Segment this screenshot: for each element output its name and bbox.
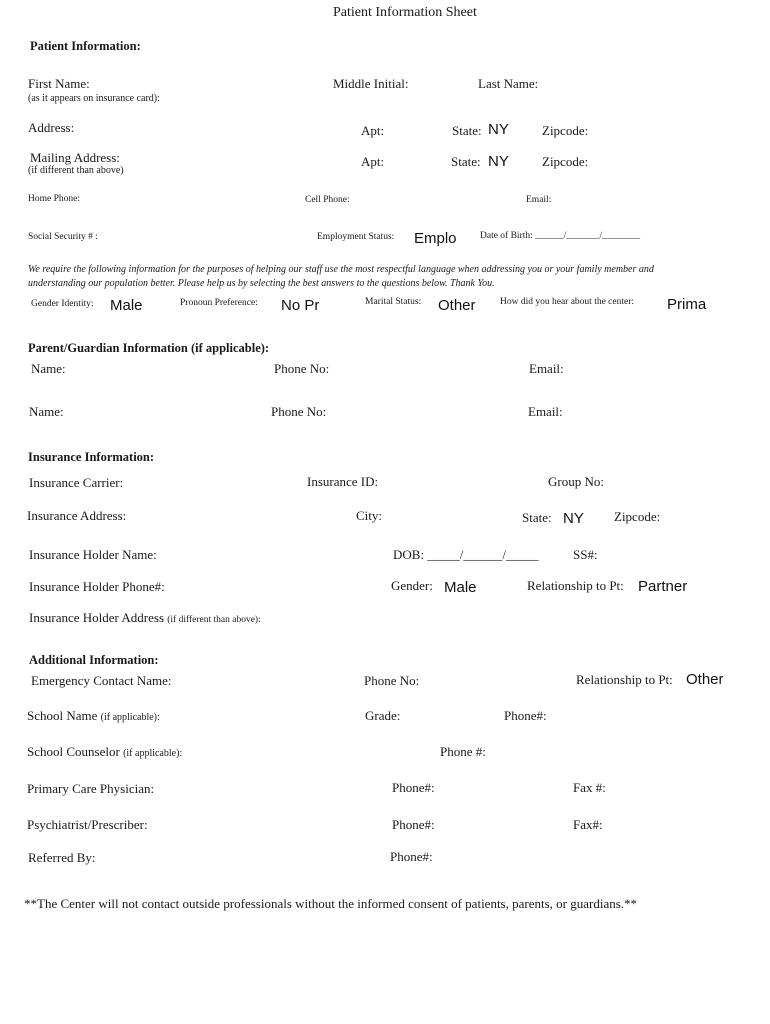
heard-about-label-text: How did you hear about the center: xyxy=(500,297,635,307)
insurance-relationship-label: Relationship to Pt: xyxy=(527,578,624,593)
date-of-birth-label: Date of Birth: ______/_______/________ xyxy=(480,231,641,241)
guardian1-name-label: Name: xyxy=(31,361,66,376)
state-label: State: xyxy=(452,123,482,138)
mailing-state-label: State: xyxy=(451,154,481,169)
school-counselor-label xyxy=(27,745,182,759)
consent-footer: **The Center will not contact outside professionals without the informed consent of patients, parents, or guardians.** xyxy=(24,896,638,911)
insurance-holder-phone-label: Insurance Holder Phone#: xyxy=(29,579,165,594)
inclusive-language-note-line2: understanding our population better. Please help us by selecting the best answers to the questions below. Thank You. xyxy=(28,278,495,289)
marital-status-field[interactable]: Other xyxy=(438,298,476,313)
apt-label: Apt: xyxy=(361,123,385,138)
last-name-label: Last Name: xyxy=(478,76,539,91)
mailing-apt-label: Apt: xyxy=(361,154,385,169)
guardian2-phone-label: Phone No: xyxy=(271,404,327,419)
insurance-zipcode-label: Zipcode: xyxy=(614,509,661,524)
patient-info-heading: Patient Information: xyxy=(30,39,141,53)
middle-initial-label: Middle Initial: xyxy=(333,76,409,91)
gender-identity-field[interactable]: Male xyxy=(110,298,143,313)
guardian1-email-label: Email: xyxy=(529,361,564,376)
insurance-holder-gender-label: Gender: xyxy=(391,578,433,593)
emergency-phone-label: Phone No: xyxy=(364,673,420,688)
insurance-holder-name-label: Insurance Holder Name: xyxy=(29,547,157,562)
mailing-zipcode-label: Zipcode: xyxy=(542,154,589,169)
insurance-holder-ss-label: SS#: xyxy=(573,547,598,562)
mailing-address-label: Mailing Address: xyxy=(30,150,120,165)
psychiatrist-label: Psychiatrist/Prescriber: xyxy=(27,817,148,832)
pronoun-preference-field[interactable]: No Pr xyxy=(281,298,320,313)
insurance-holder-address-label xyxy=(29,611,261,626)
employment-status-field[interactable]: Emplo xyxy=(414,231,457,246)
insurance-state-field[interactable]: NY xyxy=(563,511,584,526)
inclusive-language-note-line1: We require the following information for the purposes of helping our staff use the most respectful language when addressing you or your family member and xyxy=(28,264,654,275)
marital-status-label: Marital Status: xyxy=(365,297,422,307)
pronoun-preference-label: Pronoun Preference: xyxy=(180,298,258,308)
insurance-state-label: State: xyxy=(522,510,552,525)
page-title: Patient Information Sheet xyxy=(333,5,477,20)
guardian2-email-label: Email: xyxy=(528,404,563,419)
emergency-relationship-field[interactable]: Other xyxy=(686,672,724,687)
school-name-text: School Name xyxy=(27,708,98,723)
insurance-holder-address-note: (if different than above): xyxy=(167,615,261,625)
first-name-note: (as it appears on insurance card): xyxy=(28,93,160,104)
zipcode-label: Zipcode: xyxy=(542,123,589,138)
pcp-fax-label: Fax #: xyxy=(573,780,606,795)
home-phone-label: Home Phone: xyxy=(28,194,80,204)
referred-by-label: Referred By: xyxy=(28,850,96,865)
psychiatrist-phone-label: Phone#: xyxy=(392,817,435,832)
guardian-heading: Parent/Guardian Information (if applicable): xyxy=(28,341,270,355)
mailing-address-note: (if different than above) xyxy=(28,165,124,176)
emergency-contact-name-label: Emergency Contact Name: xyxy=(31,673,172,688)
school-counselor-text: School Counselor xyxy=(27,744,120,759)
insurance-address-label: Insurance Address: xyxy=(27,508,127,523)
grade-label: Grade: xyxy=(365,708,401,723)
gender-identity-label: Gender Identity: xyxy=(31,299,94,309)
school-name-label xyxy=(27,709,160,723)
address-label: Address: xyxy=(28,120,75,135)
pcp-phone-label: Phone#: xyxy=(392,780,435,795)
guardian2-name-label: Name: xyxy=(29,404,64,419)
email-label: Email: xyxy=(526,195,552,205)
counselor-phone-label: Phone #: xyxy=(440,744,486,759)
insurance-city-label: City: xyxy=(356,508,383,523)
psychiatrist-fax-label: Fax#: xyxy=(573,817,603,832)
employment-status-label: Employment Status: xyxy=(317,232,395,242)
cell-phone-label: Cell Phone: xyxy=(305,195,350,205)
heard-about-field[interactable]: Prima xyxy=(667,297,707,312)
group-no-label: Group No: xyxy=(548,474,604,489)
school-counselor-note: (if applicable): xyxy=(123,748,183,759)
first-name-label: First Name: xyxy=(28,76,90,91)
insurance-id-label: Insurance ID: xyxy=(307,474,379,489)
referred-phone-label: Phone#: xyxy=(390,849,433,864)
insurance-relationship-field[interactable]: Partner xyxy=(638,579,688,594)
insurance-holder-gender-field[interactable]: Male xyxy=(444,580,477,595)
insurance-holder-address-text: Insurance Holder Address xyxy=(29,610,165,625)
mailing-state-field[interactable]: NY xyxy=(488,154,509,169)
primary-care-physician-label: Primary Care Physician: xyxy=(27,781,155,796)
ssn-label: Social Security # : xyxy=(28,232,98,242)
insurance-carrier-label: Insurance Carrier: xyxy=(29,475,124,490)
guardian1-phone-label: Phone No: xyxy=(274,361,330,376)
school-phone-label: Phone#: xyxy=(504,708,547,723)
state-field[interactable]: NY xyxy=(488,122,509,137)
insurance-heading: Insurance Information: xyxy=(28,450,155,464)
emergency-relationship-label: Relationship to Pt: xyxy=(576,672,673,687)
school-name-note: (if applicable): xyxy=(100,712,160,723)
additional-info-heading: Additional Information: xyxy=(29,653,159,667)
insurance-holder-dob-label: DOB: _____/______/_____ xyxy=(393,547,539,562)
